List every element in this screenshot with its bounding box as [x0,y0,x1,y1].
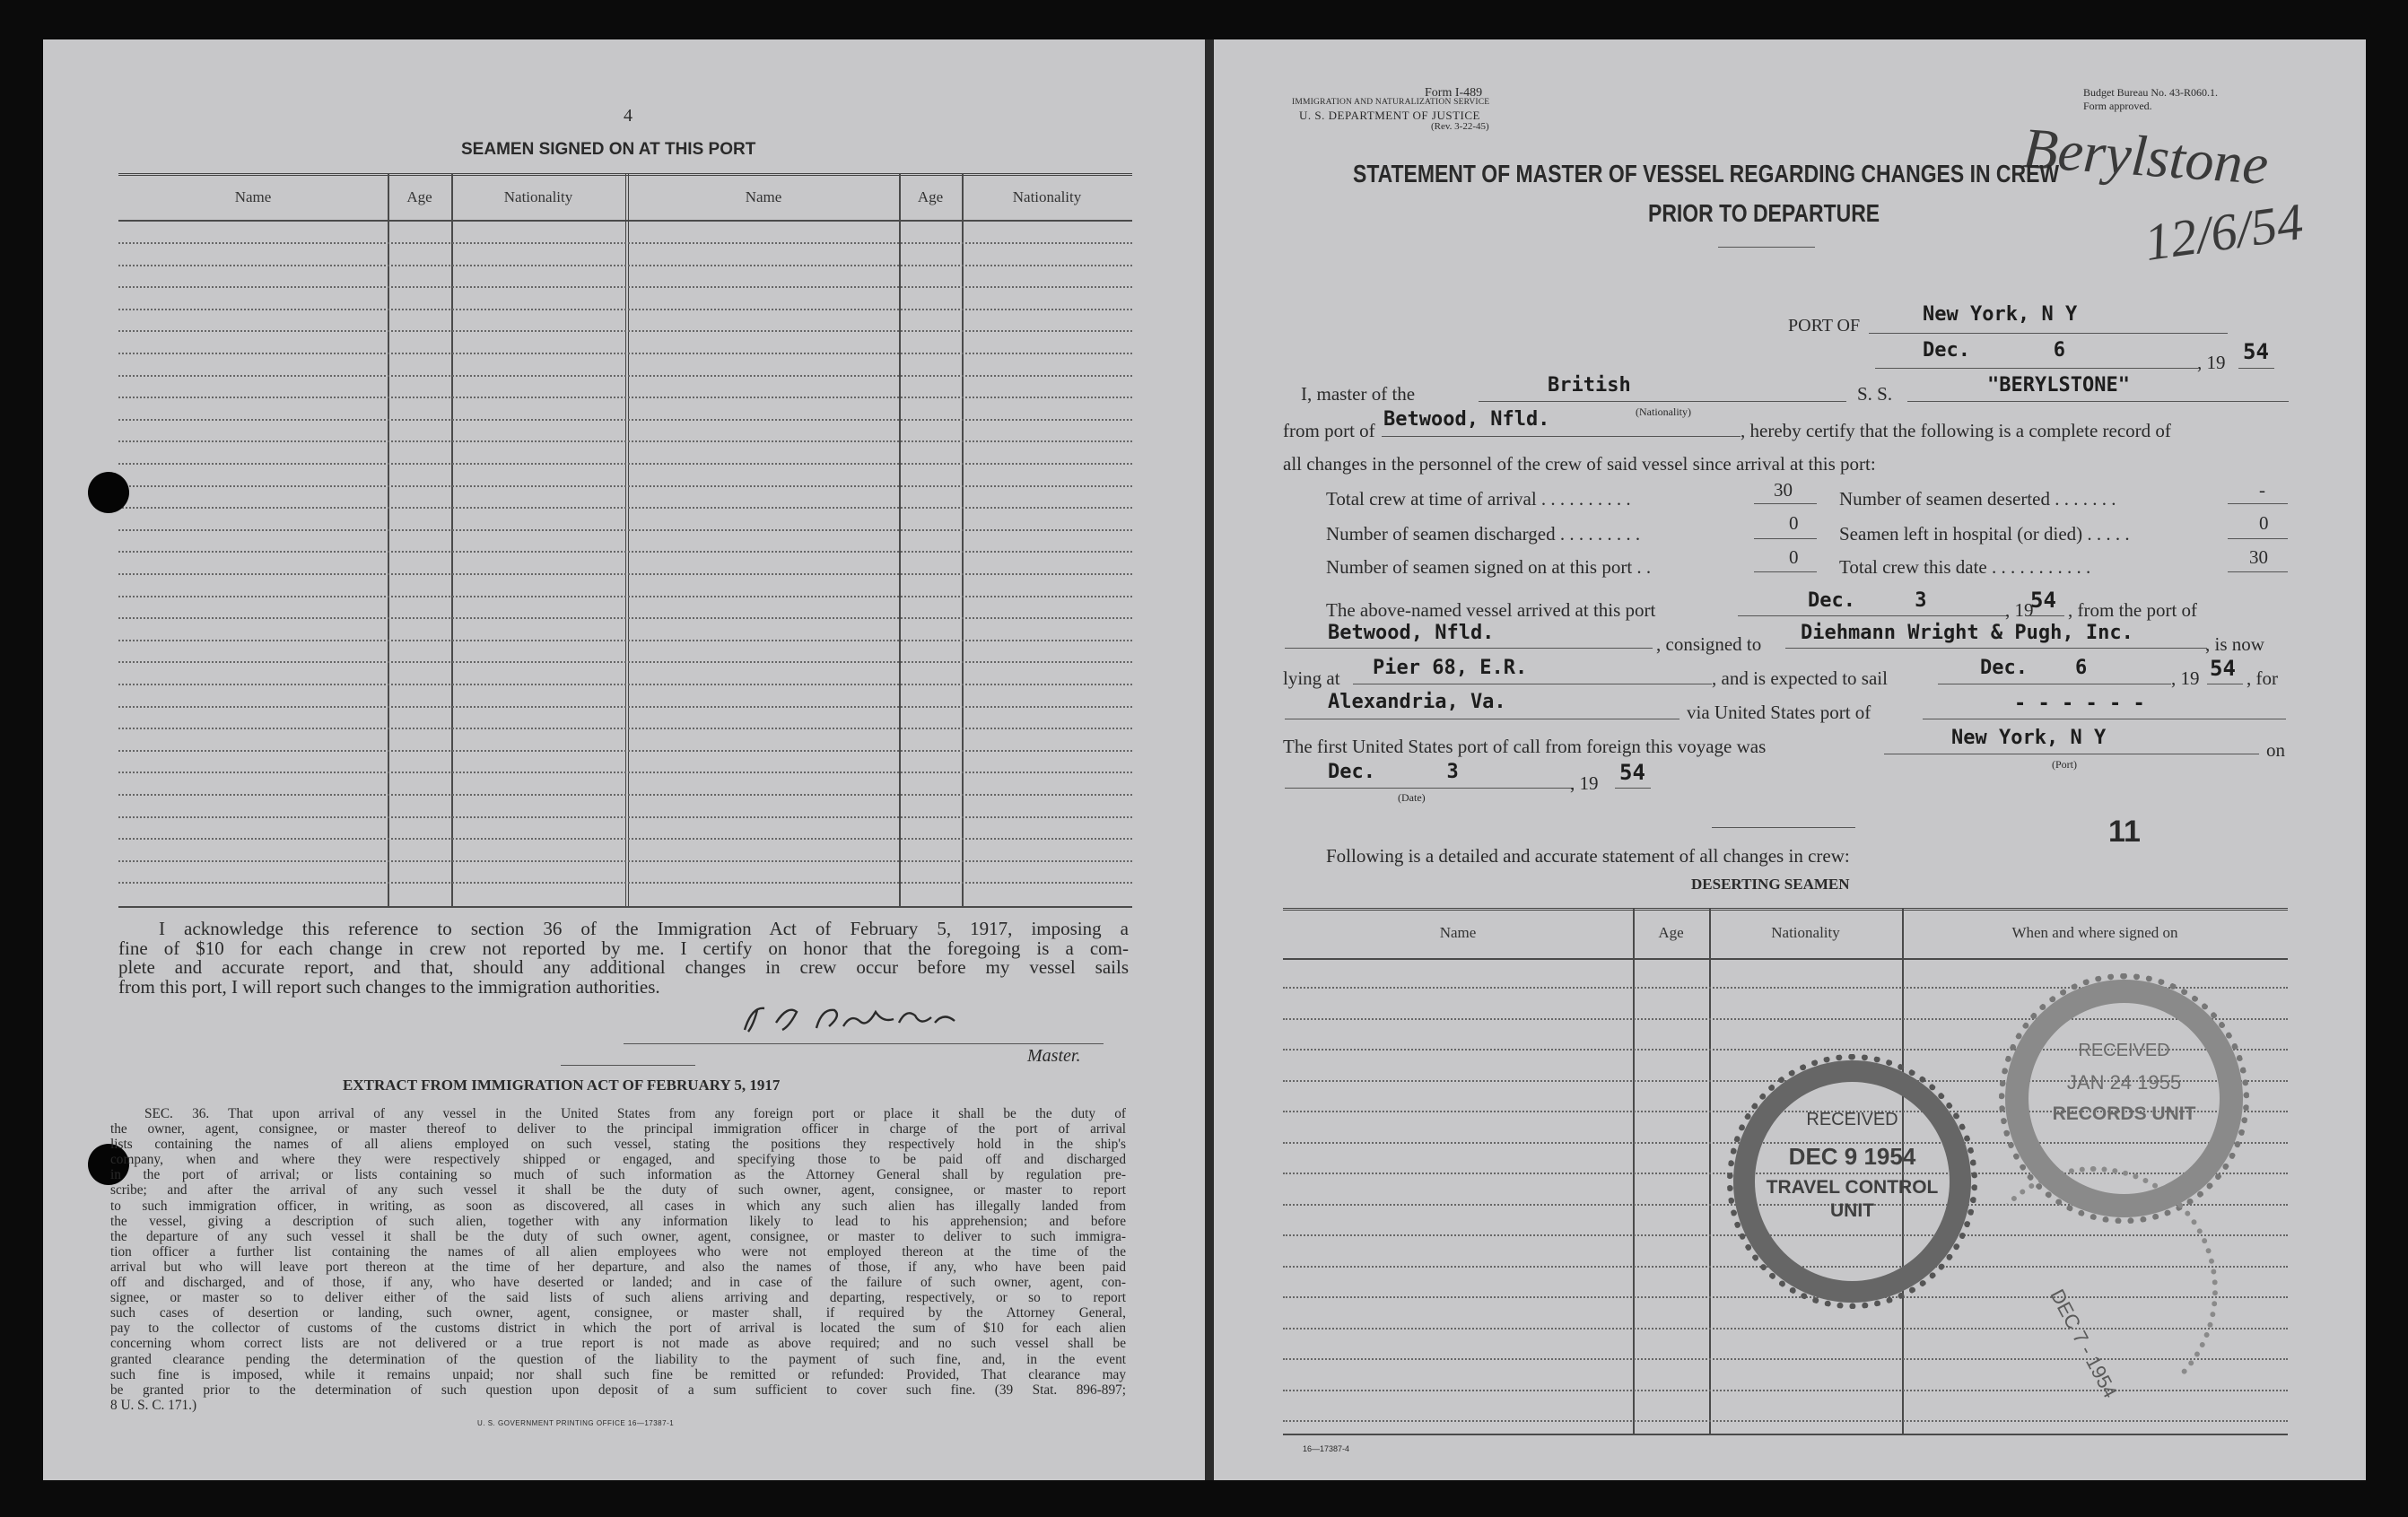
extract-line: arrival but who will leave port thereon at the time of her departure, and also the names of those, if any, who have been paid [110,1259,1126,1275]
consignee: Diehmann Wright & Pugh, Inc. [1801,622,2133,644]
table-row [118,882,1132,884]
field-line [2238,368,2274,369]
from-port-value: Betwood, Nfld. [1383,408,1550,431]
table-row [118,838,1132,840]
stamp-line: TRAVEL CONTROL [1766,1177,1939,1198]
page-number: 4 [624,106,633,126]
col-header-nationality: Nationality [1771,924,1840,941]
stat-value: 0 [1789,546,1799,568]
stat-label: Number of seamen signed on at this port . . [1326,556,1652,578]
field-line [1285,648,1653,649]
stat-label: Total crew at time of arrival . . . . . . . . . . [1326,488,1631,510]
extract-line: company, when and where they were respectively shipped or engaged, and specifying those to be paid off and discharged [110,1152,1126,1168]
master-signature [736,996,969,1041]
budget-line: Budget Bureau No. 43-R060.1. [2083,86,2218,99]
extract-line: off and discharged, and of those, if any, who have deserted or landed; and in case of the failure of such owner, agent, con- [110,1275,1126,1291]
section-title: SEAMEN SIGNED ON AT THIS PORT [461,140,756,159]
arrived-date: Dec. 3 [1808,589,1927,612]
stat-label: Number of seamen discharged . . . . . . . . . [1326,523,1641,545]
following-text: Following is a detailed and accurate statement of all changes in crew: [1326,845,1850,867]
stamp-line: RECEIVED [2078,1041,2170,1060]
field-line [1785,648,2207,649]
printer-line: U. S. GOVERNMENT PRINTING OFFICE 16—17387-1 [477,1419,675,1427]
budget-line: Form approved. [2083,100,2152,112]
extract-line: such cases of desertion or landing, such owner, agent, consignee, or master shall, if required by the Attorney General, [110,1305,1126,1321]
arrived-label: The above-named vessel arrived at this port [1326,599,1656,621]
field-line [2228,571,2288,572]
table-row [118,728,1132,729]
year-prefix: , 19 [2171,667,2200,689]
extract-line: the departure of any such vessel it shall be the duty of such owner, agent, consignee, or master to deliver to such immigra- [110,1228,1126,1244]
field-line [1754,503,1817,504]
partial-date-stamp [1969,1166,2218,1415]
stat-value: - [2259,479,2265,501]
table-row [118,507,1132,509]
field-line [1875,368,2198,369]
for-label: , for [2247,667,2278,689]
lying-at-value: Pier 68, E.R. [1373,657,1528,679]
form-title-line1: STATEMENT OF MASTER OF VESSEL REGARDING CHANGES IN CREW [1353,160,2060,187]
sail-year: 54 [2210,656,2236,681]
divider [1712,827,1855,828]
field-line [2228,538,2288,539]
field-line [1869,333,2228,334]
table-row [118,265,1132,266]
from-port-of-text: , from the port of [2068,599,2198,621]
certify-text: , hereby certify that the following is a complete record of [1741,420,2171,441]
extract-line: concerning whom correct lists are not delivered or a true report is not made as above required; and no such vessel shall be [110,1336,1126,1352]
field-line [2228,503,2288,504]
date-year: 54 [2243,339,2269,364]
page-count: 11 [2108,815,2141,849]
extract-line: the owner, agent, consignee, or master thereof to deliver to the principal immigration officer in charge of the port of arrival [110,1121,1126,1138]
acknowledgement-line: fine of $10 for each change in crew not reported by me. I certify on honor that the foregoing is a com- [118,937,1129,959]
table-row [118,573,1132,575]
col-header-nationality-2: Nationality [1012,188,1082,205]
stamp-line: RECORDS UNIT [2052,1103,2196,1124]
arrived-from: Betwood, Nfld. [1328,622,1495,644]
col-header-name-2: Name [745,188,782,205]
table-row [118,419,1132,421]
agency-line: IMMIGRATION AND NATURALIZATION SERVICE [1292,98,1490,107]
is-now-text: , is now [2205,633,2264,655]
table-row [118,397,1132,398]
col-header-name: Name [1439,924,1477,941]
first-port-value: New York, N Y [1951,727,2107,749]
via-label: via United States port of [1687,702,1871,723]
table-row [118,860,1132,862]
stamp-line: DEC 7 - 1954 [2046,1285,2123,1402]
col-header-signed-on: When and where signed on [2011,924,2178,941]
table-row [118,794,1132,796]
from-port-label: from port of [1283,420,1375,441]
table-row [1283,1420,2288,1422]
stat-label: Total crew this date . . . . . . . . . . . [1839,556,2091,578]
table-row [118,529,1132,531]
col-header-age: Age [1658,924,1684,941]
printer-line: 16—17387-4 [1303,1444,1350,1453]
all-changes-text: all changes in the personnel of the crew of said vessel since arrival at this port: [1283,453,1876,475]
ss-label: S. S. [1857,383,1893,405]
field-line [1285,788,1574,789]
handwritten-ship-name: Berylstone [2020,116,2271,197]
field-line [1382,436,1741,437]
destination: Alexandria, Va. [1328,691,1506,713]
field-line [1615,788,1651,789]
sail-date: Dec. 6 [1980,657,2088,679]
table-row [118,750,1132,752]
title-underline [1718,247,1815,248]
field-line [1907,401,2289,402]
port-of-label: PORT OF [1788,316,1861,336]
extract-line: to such immigration officer, in writing, as soon as discovered, all cases in which any such alien has illegally landed from [110,1198,1126,1214]
extract-text [110,1106,1126,1413]
via-value: - - - - - - [2014,693,2145,715]
table-row [118,330,1132,332]
ss-value: "BERYLSTONE" [1987,374,2130,397]
extract-line: signee, or master so to deliver either of the said lists of such aliens arriving and departing, respectively, or so to report [110,1290,1126,1306]
acknowledgement-line: I acknowledge this reference to section 36 of the Immigration Act of February 5, 1917, imposing a [159,918,1129,939]
handwritten-date: 12/6/54 [2141,191,2307,273]
field-line [1754,571,1817,572]
field-line [2030,615,2064,616]
table-row [118,242,1132,244]
table-row [118,640,1132,641]
master-signature-line [624,1043,1104,1044]
year-prefix: , 19 [1570,772,1599,794]
year-prefix: , 19 [2197,352,2226,373]
stat-value: 0 [1789,512,1799,534]
master-label: Master. [1027,1046,1081,1066]
year-prefix: , 19 [2005,599,2034,621]
nationality-caption: (Nationality) [1636,405,1691,418]
nationality-value: British [1548,374,1631,397]
table-row [118,485,1132,487]
table-row [118,353,1132,354]
extract-line: tion officer a further list containing the names of all alien employees who were not employed thereon at the time of the [110,1243,1126,1260]
first-port-label: The first United States port of call from foreign this voyage was [1283,736,1767,757]
stat-label: Seamen left in hospital (or died) . . . . . [1839,523,2130,545]
first-date: Dec. 3 [1328,761,1459,783]
stat-value: 30 [1774,479,1793,501]
extract-line: be granted prior to the determination of such question upon deposit of a sum sufficient to cover such fine. (39 Stat. 896-897; [110,1382,1126,1398]
extract-line: SEC. 36. That upon arrival of any vessel in the United States from any foreign port or place it shall be the duty of [144,1106,1126,1121]
lying-at-label: lying at [1283,667,1340,689]
table-row [118,617,1132,619]
received-travel-control-stamp [1727,1054,1977,1309]
extract-line: pay to the collector of customs of the customs district in which the port of arrival is located the sum of $10 for each alien [110,1321,1126,1337]
extract-line: the vessel, giving a description of such alien, together with any information likely to lead to his apprehension; and before [110,1213,1126,1229]
stamp-line: DEC 9 1954 [1788,1143,1916,1170]
col-header-age-1: Age [406,188,432,205]
field-line [1738,615,2007,616]
table-row [118,684,1132,685]
stat-label: Number of seamen deserted . . . . . . . [1839,488,2116,510]
table-row [118,661,1132,663]
first-year: 54 [1619,760,1645,785]
extract-line: lists containing the names of all aliens employed on such vessel, stating the positions they respectively hold in the ship's [110,1137,1126,1153]
stamp-line: JAN 24 1955 [2066,1071,2182,1094]
stat-value: 30 [2249,546,2268,568]
table-row [118,309,1132,310]
stamp-line: UNIT [1830,1200,1874,1221]
acknowledgement-line: plete and accurate report, and that, should any additional changes in crew occur before my vessel sails [118,956,1129,978]
form-title-line2: PRIOR TO DEPARTURE [1648,199,1880,227]
expected-label: , and is expected to sail [1712,667,1888,689]
col-header-age-2: Age [917,188,944,205]
agency-line: U. S. DEPARTMENT OF JUSTICE [1299,109,1480,122]
table-row [118,440,1132,442]
extract-line: such fine is imposed, while it remains unpaid; nor shall such fine be remitted or refunded: Provided, That clearance may [110,1366,1126,1382]
table-row [118,286,1132,288]
stat-value: 0 [2259,512,2269,534]
agency-line: (Rev. 3-22-45) [1431,121,1489,132]
stamp-line: RECEIVED [1806,1110,1898,1129]
date-value: Dec. 6 [1923,339,2065,362]
acknowledgement [118,920,1129,997]
consigned-label: , consigned to [1656,633,1762,655]
table-row [118,596,1132,597]
port-caption: (Port) [2052,758,2077,771]
acknowledgement-line: from this port, I will report such changes to the immigration authorities. [118,975,660,998]
table-row [118,706,1132,708]
deserting-title: DESERTING SEAMEN [1691,876,1850,893]
table-row [118,816,1132,818]
extract-line: in the port of arrival; or lists containing so much of such information as the Attorney General shall by regulation pre- [110,1167,1126,1183]
table-row [118,772,1132,773]
page-spine [1205,39,1214,1480]
table-row [118,375,1132,377]
field-line [1479,401,1846,402]
punch-hole [88,472,129,513]
divider [561,1065,695,1066]
extract-title: EXTRACT FROM IMMIGRATION ACT OF FEBRUARY 5, 1917 [343,1077,781,1094]
col-header-name-1: Name [234,188,272,205]
form-number: Form I-489 [1425,86,1483,100]
port-of-value: New York, N Y [1923,303,2078,326]
extract-line: granted clearance pending the determination of the question of the liability to the payment of such fine, and, in the event [110,1351,1126,1367]
table-row [118,463,1132,465]
arrived-year: 54 [2030,588,2056,613]
field-line [1754,538,1817,539]
master-of-label: I, master of the [1301,383,1416,405]
extract-line: scribe; and after the arrival of any such vessel it shall be the duty of such owner, agent, consignee, or master to report [110,1182,1126,1199]
date-caption: (Date) [1398,791,1426,804]
col-header-nationality-1: Nationality [503,188,573,205]
on-label: on [2266,739,2285,761]
table-row [118,551,1132,553]
extract-line: 8 U. S. C. 171.) [110,1397,197,1413]
